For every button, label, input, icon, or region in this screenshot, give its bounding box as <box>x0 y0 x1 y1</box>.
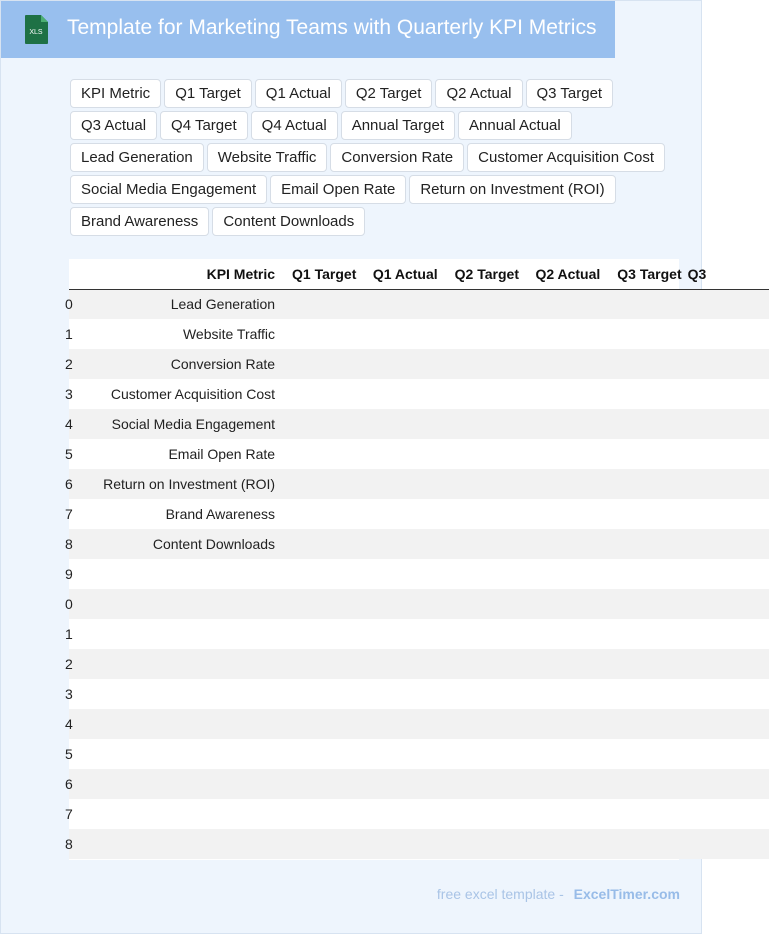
value-cell <box>688 769 769 799</box>
column-chip-list <box>70 79 700 236</box>
column-chip[interactable]: Website Traffic <box>207 143 328 172</box>
value-cell <box>444 679 525 709</box>
value-cell <box>688 559 769 589</box>
value-cell <box>444 649 525 679</box>
value-cell <box>525 319 606 349</box>
value-cell <box>606 319 687 349</box>
value-cell <box>525 589 606 619</box>
kpi-metric-cell: Return on Investment (ROI) <box>75 469 281 499</box>
value-cell <box>525 679 606 709</box>
column-chip[interactable]: Q1 Actual <box>255 79 342 108</box>
value-cell <box>362 499 443 529</box>
table-row <box>69 829 769 859</box>
value-cell <box>362 739 443 769</box>
table-row <box>69 439 769 469</box>
row-index-label: 6 <box>65 476 73 492</box>
value-cell <box>362 829 443 859</box>
table-row <box>69 799 769 829</box>
value-cell <box>606 829 687 859</box>
table-row <box>69 319 769 349</box>
row-index-label: 5 <box>65 446 73 462</box>
table-row <box>69 709 769 739</box>
value-cell <box>444 439 525 469</box>
kpi-metric-cell <box>75 769 281 799</box>
value-cell <box>281 829 362 859</box>
value-cell <box>688 619 769 649</box>
value-cell <box>606 679 687 709</box>
value-cell <box>606 499 687 529</box>
value-cell <box>606 439 687 469</box>
value-cell <box>444 289 525 319</box>
column-chip[interactable]: Social Media Engagement <box>70 175 267 204</box>
value-cell <box>688 829 769 859</box>
data-table-viewport[interactable] <box>65 259 707 860</box>
page-title: Template for Marketing Teams with Quarterly KPI Metrics <box>67 16 597 39</box>
value-cell <box>688 289 769 319</box>
value-cell <box>688 589 769 619</box>
column-chip[interactable]: Brand Awareness <box>70 207 209 236</box>
kpi-metric-cell <box>75 679 281 709</box>
row-index-label: 8 <box>65 536 73 552</box>
value-cell <box>688 709 769 739</box>
value-cell <box>606 529 687 559</box>
value-cell <box>281 739 362 769</box>
value-cell <box>525 559 606 589</box>
value-cell <box>362 349 443 379</box>
column-chip[interactable]: Conversion Rate <box>330 143 464 172</box>
footer-credit <box>437 886 680 902</box>
kpi-metric-cell: Customer Acquisition Cost <box>75 379 281 409</box>
value-cell <box>444 469 525 499</box>
column-chip[interactable]: Annual Target <box>341 111 455 140</box>
value-cell <box>688 649 769 679</box>
value-cell <box>688 679 769 709</box>
table-row <box>69 349 769 379</box>
value-cell <box>281 619 362 649</box>
value-cell <box>362 319 443 349</box>
row-index-label: 6 <box>65 776 73 792</box>
value-cell <box>281 529 362 559</box>
column-header: Q2 Target <box>444 259 525 289</box>
value-cell <box>688 739 769 769</box>
value-cell <box>525 619 606 649</box>
value-cell <box>362 289 443 319</box>
value-cell <box>281 559 362 589</box>
value-cell <box>362 469 443 499</box>
column-chip[interactable]: Q3 Actual <box>70 111 157 140</box>
value-cell <box>688 499 769 529</box>
value-cell <box>444 769 525 799</box>
value-cell <box>281 589 362 619</box>
value-cell <box>525 499 606 529</box>
row-index-label: 5 <box>65 746 73 762</box>
kpi-metric-cell <box>75 589 281 619</box>
value-cell <box>688 409 769 439</box>
row-index-label: 2 <box>65 356 73 372</box>
row-index-label: 1 <box>65 626 73 642</box>
kpi-metric-cell <box>75 829 281 859</box>
value-cell <box>525 769 606 799</box>
column-chip[interactable]: KPI Metric <box>70 79 161 108</box>
table-row <box>69 409 769 439</box>
value-cell <box>606 349 687 379</box>
value-cell <box>606 739 687 769</box>
xls-icon-label: XLS <box>29 29 43 36</box>
kpi-metric-cell <box>75 799 281 829</box>
kpi-metric-cell <box>75 649 281 679</box>
table-row <box>69 769 769 799</box>
value-cell <box>525 529 606 559</box>
value-cell <box>281 379 362 409</box>
value-cell <box>688 349 769 379</box>
value-cell <box>606 649 687 679</box>
value-cell <box>525 439 606 469</box>
value-cell <box>525 829 606 859</box>
value-cell <box>362 769 443 799</box>
value-cell <box>362 409 443 439</box>
column-header: Q3 <box>688 259 769 289</box>
value-cell <box>525 349 606 379</box>
column-chip[interactable]: Q1 Target <box>164 79 252 108</box>
column-chip[interactable]: Q3 Target <box>526 79 614 108</box>
value-cell <box>688 319 769 349</box>
value-cell <box>688 439 769 469</box>
value-cell <box>606 769 687 799</box>
value-cell <box>444 499 525 529</box>
value-cell <box>444 739 525 769</box>
value-cell <box>444 409 525 439</box>
value-cell <box>281 499 362 529</box>
value-cell <box>606 379 687 409</box>
footer-prefix: free excel template - <box>436 886 564 902</box>
value-cell <box>444 829 525 859</box>
row-index-label: 9 <box>65 566 73 582</box>
kpi-metric-cell <box>75 739 281 769</box>
kpi-metric-cell: Content Downloads <box>75 529 281 559</box>
column-header: KPI Metric <box>75 259 281 289</box>
value-cell <box>525 469 606 499</box>
row-index-label: 3 <box>65 686 73 702</box>
value-cell <box>444 319 525 349</box>
column-chip[interactable]: Q4 Actual <box>251 111 338 140</box>
value-cell <box>606 469 687 499</box>
table-row <box>69 679 769 709</box>
value-cell <box>688 529 769 559</box>
value-cell <box>281 439 362 469</box>
column-chip[interactable]: Content Downloads <box>212 207 365 236</box>
value-cell <box>362 619 443 649</box>
value-cell <box>362 589 443 619</box>
excel-file-icon <box>20 14 51 45</box>
table-row <box>69 559 769 589</box>
value-cell <box>606 559 687 589</box>
table-row <box>69 589 769 619</box>
column-chip[interactable]: Annual Actual <box>458 111 572 140</box>
value-cell <box>606 409 687 439</box>
value-cell <box>281 289 362 319</box>
value-cell <box>362 529 443 559</box>
value-cell <box>688 469 769 499</box>
value-cell <box>362 379 443 409</box>
row-index-label: 4 <box>65 416 73 432</box>
kpi-metric-cell: Social Media Engagement <box>75 409 281 439</box>
column-header: Q1 Target <box>281 259 362 289</box>
row-index-label: 2 <box>65 656 73 672</box>
row-index-label: 4 <box>65 716 73 732</box>
table-row <box>69 379 769 409</box>
value-cell <box>281 679 362 709</box>
value-cell <box>281 769 362 799</box>
value-cell <box>606 619 687 649</box>
column-header: Q3 Target <box>606 259 687 289</box>
kpi-metric-cell: Brand Awareness <box>75 499 281 529</box>
column-chip[interactable]: Q4 Target <box>160 111 248 140</box>
title-bar <box>1 1 615 58</box>
value-cell <box>362 559 443 589</box>
value-cell <box>362 679 443 709</box>
value-cell <box>525 289 606 319</box>
value-cell <box>444 619 525 649</box>
table-row <box>69 289 769 319</box>
row-index-label: 0 <box>65 296 73 313</box>
value-cell <box>362 709 443 739</box>
column-header: Q1 Actual <box>362 259 443 289</box>
footer-brand-link[interactable]: ExcelTimer.com <box>573 886 680 902</box>
table-header-row <box>69 259 769 289</box>
kpi-table <box>65 259 769 859</box>
column-chip[interactable]: Q2 Target <box>345 79 433 108</box>
table-row <box>69 499 769 529</box>
value-cell <box>281 649 362 679</box>
value-cell <box>688 799 769 829</box>
value-cell <box>281 409 362 439</box>
value-cell <box>281 319 362 349</box>
table-row <box>69 619 769 649</box>
table-row <box>69 739 769 769</box>
row-index-label: 7 <box>65 506 73 522</box>
column-chip[interactable]: Customer Acquisition Cost <box>467 143 665 172</box>
value-cell <box>444 589 525 619</box>
column-chip[interactable]: Lead Generation <box>70 143 204 172</box>
value-cell <box>281 349 362 379</box>
kpi-metric-cell: Website Traffic <box>75 319 281 349</box>
value-cell <box>606 799 687 829</box>
value-cell <box>281 469 362 499</box>
value-cell <box>281 709 362 739</box>
value-cell <box>525 379 606 409</box>
column-chip[interactable]: Return on Investment (ROI) <box>409 175 615 204</box>
value-cell <box>444 559 525 589</box>
value-cell <box>606 709 687 739</box>
value-cell <box>525 739 606 769</box>
row-index-label: 3 <box>65 386 73 402</box>
value-cell <box>688 379 769 409</box>
value-cell <box>444 379 525 409</box>
row-index-label: 0 <box>65 596 73 612</box>
column-header: Q2 Actual <box>525 259 606 289</box>
value-cell <box>525 799 606 829</box>
kpi-metric-cell: Conversion Rate <box>75 349 281 379</box>
value-cell <box>525 709 606 739</box>
value-cell <box>362 439 443 469</box>
value-cell <box>362 799 443 829</box>
value-cell <box>444 799 525 829</box>
value-cell <box>606 589 687 619</box>
kpi-metric-cell <box>75 709 281 739</box>
column-chip[interactable]: Q2 Actual <box>435 79 522 108</box>
value-cell <box>281 799 362 829</box>
row-index-label: 7 <box>65 806 73 822</box>
value-cell <box>444 349 525 379</box>
kpi-metric-cell <box>75 619 281 649</box>
table-row <box>69 649 769 679</box>
table-row <box>69 529 769 559</box>
row-index-label: 1 <box>65 326 73 342</box>
column-chip[interactable]: Email Open Rate <box>270 175 406 204</box>
value-cell <box>525 649 606 679</box>
kpi-metric-cell <box>75 559 281 589</box>
value-cell <box>525 409 606 439</box>
value-cell <box>362 649 443 679</box>
value-cell <box>606 289 687 319</box>
kpi-metric-cell: Lead Generation <box>75 289 281 319</box>
row-index-label: 8 <box>65 836 73 852</box>
kpi-metric-cell: Email Open Rate <box>75 439 281 469</box>
table-row <box>69 469 769 499</box>
value-cell <box>444 529 525 559</box>
value-cell <box>444 709 525 739</box>
